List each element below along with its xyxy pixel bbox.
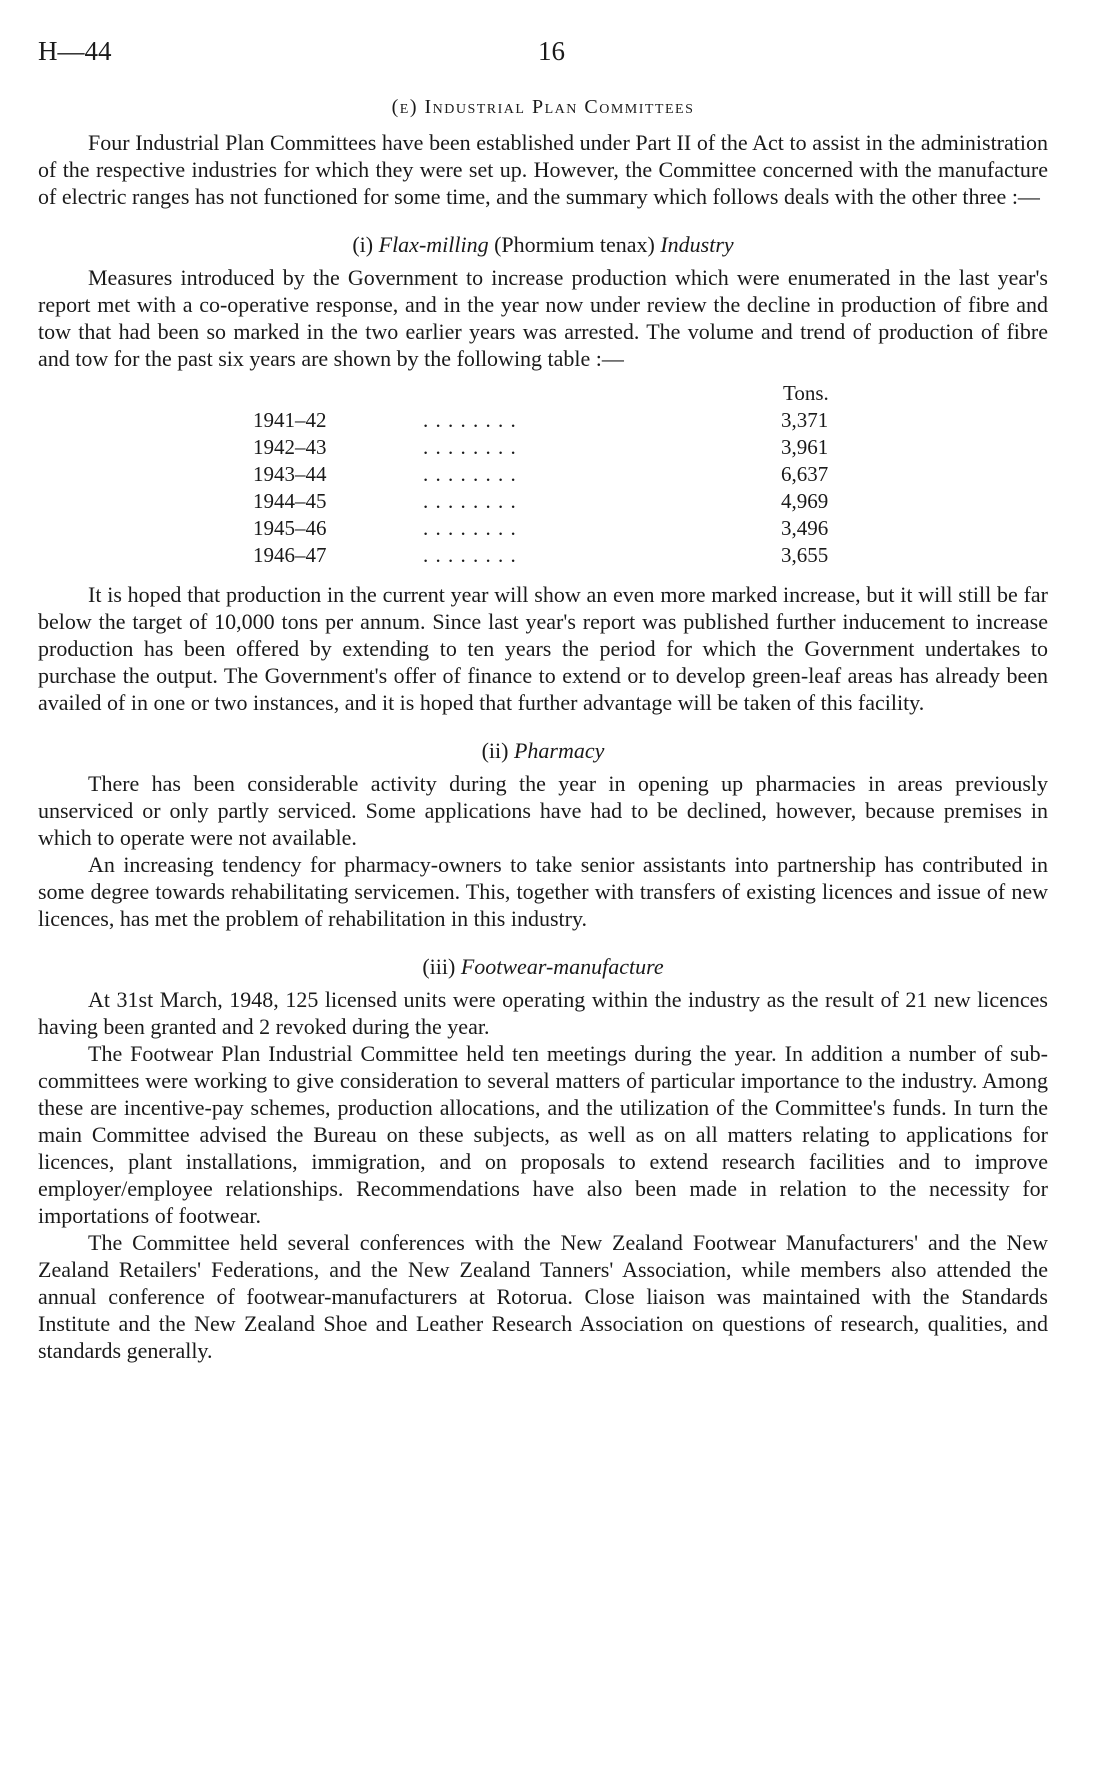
- footwear-paragraph-3: The Committee held several conferences with the New Zealand Footwear Manufacturers' and the New Zealand Retailers' Federations, and the New Zealand Tanners' Association, while members also attended the annual conference of footwear-manufacturers at Rotorua. Close liaison was maintained with the Standards Institute and the New Zealand Shoe and Leather Research Association on questions of research, qualities, and standards generally.: [38, 1230, 1048, 1363]
- table-row: [38, 515, 1048, 542]
- flax-paragraph-1: Measures introduced by the Government to increase production which were enumerated in the last year's report met with a co-operative response, and in the year now under review the decline in production of fibre and tow that had been so marked in the two earlier years was arrested. The volume and trend of production of fibre and tow for the past six years are shown by the following table :—: [38, 265, 1048, 371]
- table-year: 1941–42: [253, 408, 327, 432]
- flax-heading-industry: Industry: [660, 232, 734, 257]
- table-row: [38, 434, 1048, 461]
- table-year: 1944–45: [253, 489, 327, 513]
- footwear-paragraph-1: At 31st March, 1948, 125 licensed units were operating within the industry as the result of 21 new licences having been granted and 2 revoked during the year.: [38, 987, 1048, 1039]
- table-tons: 3,371: [781, 408, 829, 432]
- pharmacy-heading: [38, 738, 1048, 764]
- page-reference: H—44: [38, 36, 112, 66]
- section-title: (e) Industrial Plan Committees: [391, 96, 695, 118]
- table-unit-row: [38, 380, 1048, 407]
- footwear-heading-title: Footwear-manufacture: [460, 954, 664, 979]
- table-row: [38, 407, 1048, 434]
- table-leader-dots: . . . . . . . .: [423, 408, 517, 432]
- footwear-heading: [38, 954, 1048, 980]
- table-tons: 3,961: [781, 435, 829, 459]
- flax-paragraph-2: It is hoped that production in the current year will show an even more marked increase, but it will still be far below the target of 10,000 tons per annum. Since last year's report was published further inducement to increase production has been offered by extending to ten years the period for which the Government undertakes to purchase the output. The Government's offer of finance to extend or to develop green-leaf areas has already been availed of in one or two instances, and it is hoped that further advantage will be taken of this facility.: [38, 582, 1048, 715]
- table-year: 1945–46: [253, 516, 327, 540]
- pharmacy-heading-title: Pharmacy: [513, 738, 605, 763]
- flax-heading: [38, 232, 1048, 258]
- page-header: [38, 36, 1048, 80]
- table-leader-dots: . . . . . . . .: [423, 516, 517, 540]
- table-leader-dots: . . . . . . . .: [423, 462, 517, 486]
- page-number: 16: [538, 36, 565, 66]
- table-tons: 3,496: [781, 516, 829, 540]
- footwear-paragraph-2: The Footwear Plan Industrial Committee held ten meetings during the year. In addition a number of sub-committees were working to give consideration to several matters of particular importance to the industry. Among these are incentive-pay schemes, production allocations, and the utilization of the Committee's funds. In turn the main Committee advised the Bureau on these subjects, as well as on all matters relating to applications for licences, plant installations, immigration, and on proposals to extend research facilities and to improve employer/employee relationships. Recommendations have also been made in relation to the necessity for importations of footwear.: [38, 1041, 1048, 1228]
- pharmacy-heading-number: (ii): [481, 738, 509, 763]
- table-year: 1943–44: [253, 462, 327, 486]
- table-year: 1942–43: [253, 435, 327, 459]
- table-row: [38, 488, 1048, 515]
- table-year: 1946–47: [253, 543, 327, 567]
- table-tons: 6,637: [781, 462, 829, 486]
- table-row: [38, 542, 1048, 569]
- table-tons: 4,969: [781, 489, 829, 513]
- flax-heading-number: (i): [352, 232, 374, 257]
- pharmacy-paragraph-2: An increasing tendency for pharmacy-owners to take senior assistants into partnership has contributed in some degree towards rehabilitating servicemen. This, together with transfers of existing licences and issue of new licences, has met the problem of rehabilitation in this industry.: [38, 852, 1048, 931]
- table-leader-dots: . . . . . . . .: [423, 435, 517, 459]
- pharmacy-paragraph-1: There has been considerable activity during the year in opening up pharmacies in areas previously unserviced or only partly serviced. Some applications have had to be declined, however, because premises in which to operate were not available.: [38, 771, 1048, 850]
- flax-heading-title: Flax-milling: [378, 232, 489, 257]
- footwear-heading-number: (iii): [422, 954, 456, 979]
- table-row: [38, 461, 1048, 488]
- table-tons: 3,655: [781, 543, 829, 567]
- table-leader-dots: . . . . . . . .: [423, 489, 517, 513]
- intro-paragraph: Four Industrial Plan Committees have been established under Part II of the Act to assist in the administration of the respective industries for which they were set up. However, the Committee concerned with the manufacture of electric ranges has not functioned for some time, and the summary which follows deals with the other three :—: [38, 130, 1048, 209]
- document-page: [38, 36, 1048, 1364]
- table-leader-dots: . . . . . . . .: [423, 543, 517, 567]
- flax-heading-species: (Phormium tenax): [494, 232, 655, 257]
- table-unit-label: Tons.: [783, 381, 829, 405]
- production-table: [38, 380, 1048, 569]
